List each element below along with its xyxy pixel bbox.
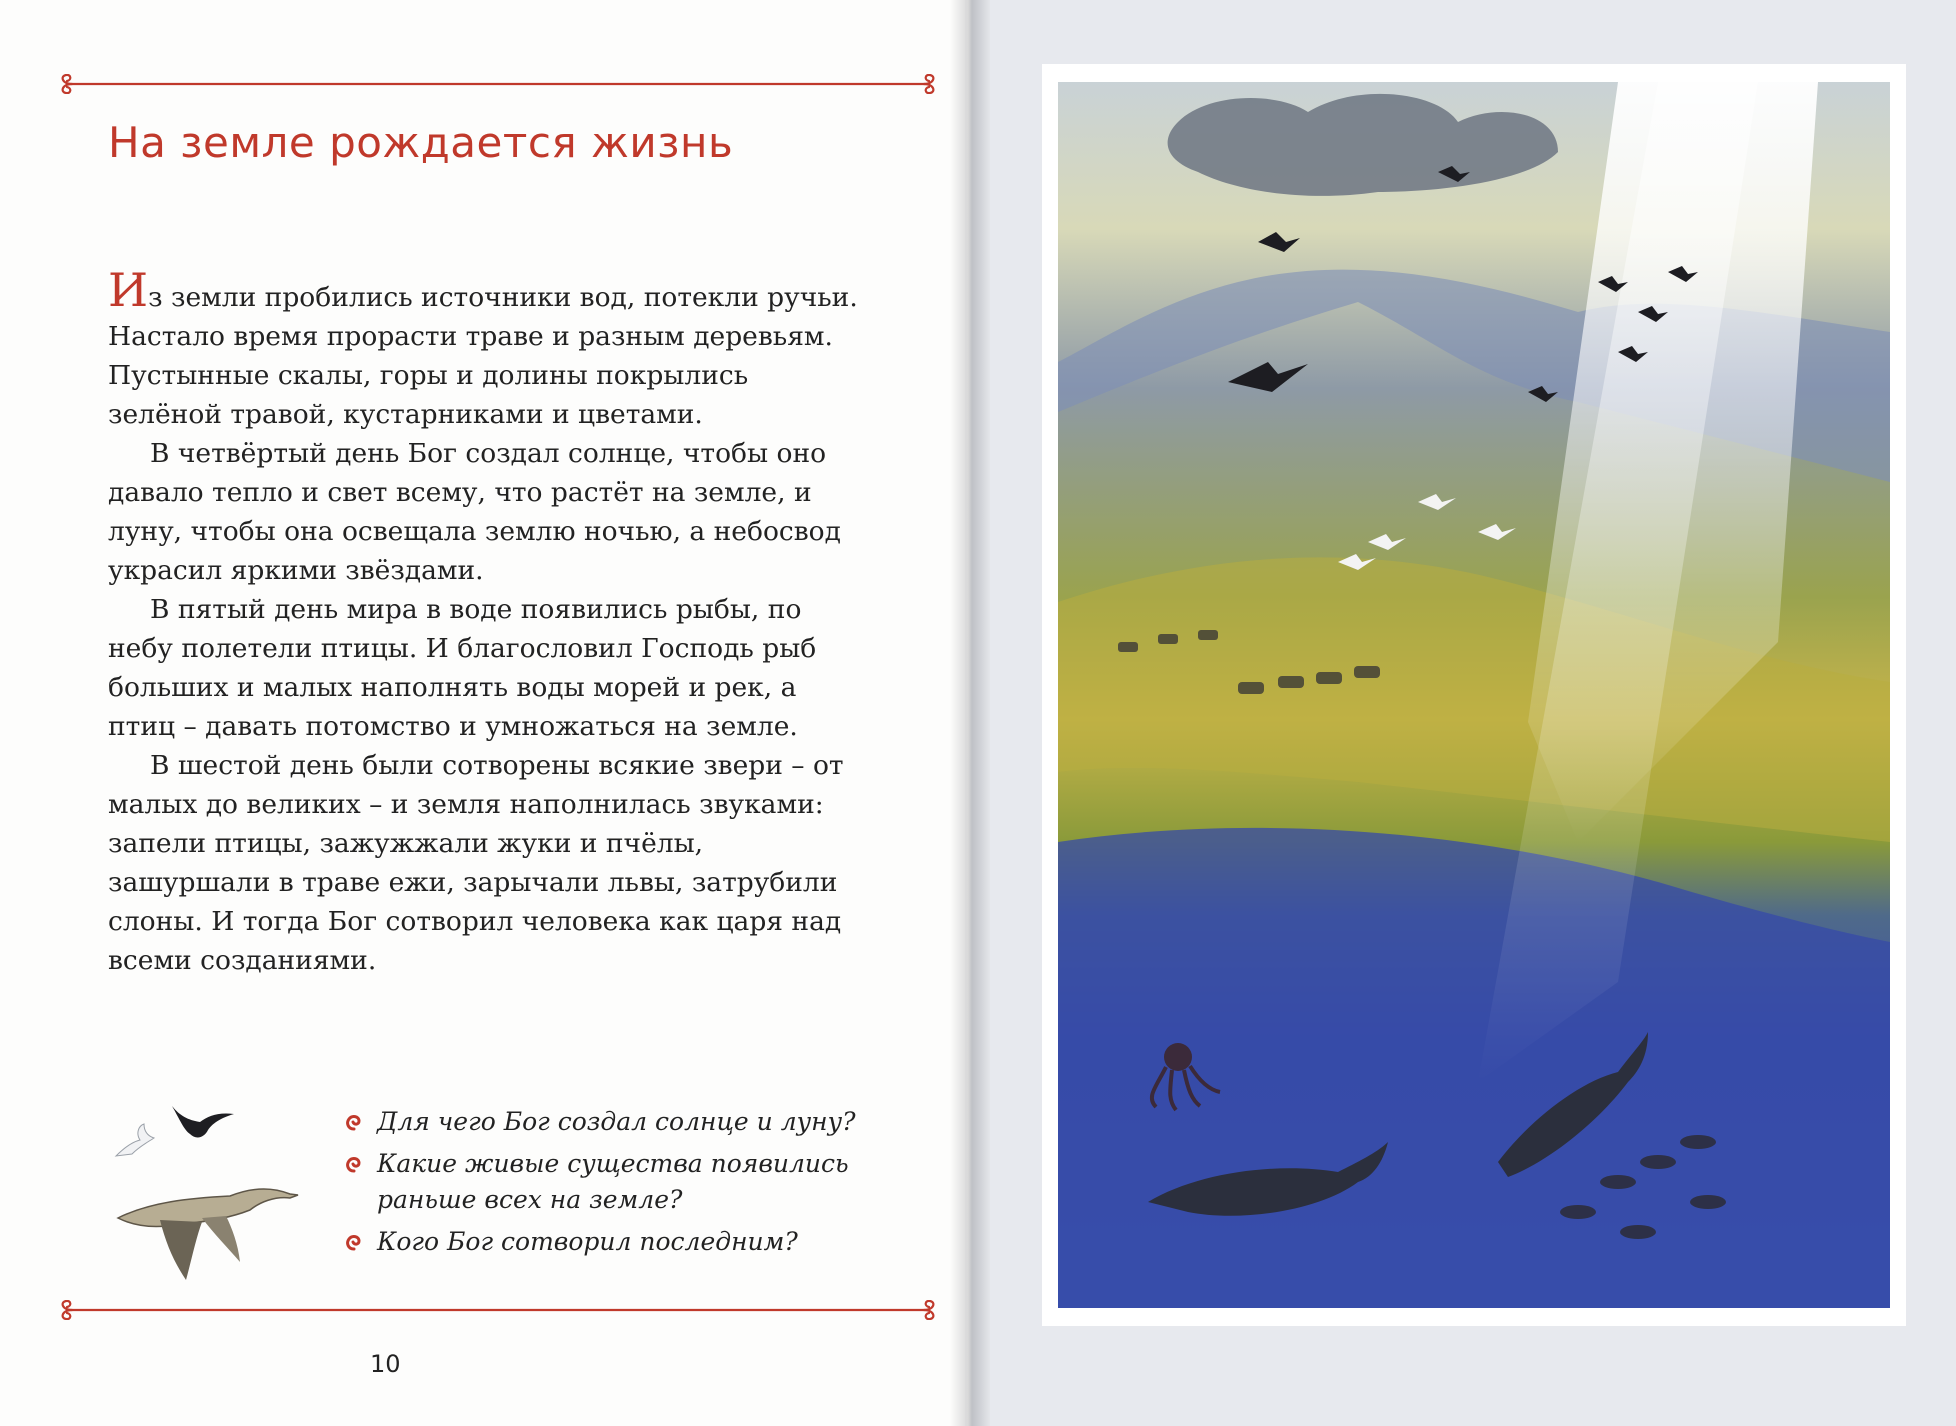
page-number: 10 [370, 1350, 401, 1378]
illustration-frame [1042, 64, 1906, 1326]
bottom-ornamental-rule [58, 1300, 938, 1320]
paragraph-4: В шестой день были сотворены всякие звери – от малых до великих – и земля наполнилась звуками: запели птицы, зажужжали жуки и пчёлы, зашуршали в траве ежи, зарычали львы, затрубили слоны. И тогда Бог сотворил человека как царя над всеми созданиями. [108, 750, 844, 976]
question-text: Какие живые существа появились раньше всех на земле? [377, 1149, 849, 1214]
birds-illustration [110, 1098, 310, 1283]
body-text [108, 263, 870, 980]
paragraph-3: В пятый день мира в воде появились рыбы, по небу полетели птицы. И благословил Господь рыб больших и малых наполнять воды морей и рек, а птиц – давать потомство и умножаться на земле. [108, 594, 817, 742]
paragraph-1-text: з земли пробились источники вод, потекли ручьи. Настало время прорасти траве и разным деревьям. Пустынные скалы, горы и долины покрылись зелёной травой, кустарниками и цветами. [108, 282, 858, 430]
question-item [343, 1146, 903, 1218]
drop-cap: И [108, 263, 149, 317]
spiral-bullet-icon [343, 1230, 365, 1252]
top-ornamental-rule [58, 74, 938, 94]
spiral-bullet-icon [343, 1110, 365, 1132]
question-text: Для чего Бог создал солнце и луну? [377, 1107, 856, 1136]
paragraph-1 [108, 263, 870, 434]
question-text: Кого Бог сотворил последним? [377, 1227, 798, 1256]
page-title: На земле рождается жизнь [108, 118, 734, 167]
question-item [343, 1224, 903, 1260]
book-gutter [950, 0, 990, 1426]
left-page [0, 0, 965, 1426]
dove-icon [116, 1124, 154, 1156]
spiral-bullet-icon [343, 1152, 365, 1174]
review-questions [343, 1104, 903, 1266]
creation-illustration [1058, 82, 1890, 1308]
goose-icon [118, 1189, 298, 1280]
crow-icon [172, 1106, 234, 1137]
question-item [343, 1104, 903, 1140]
paragraph-2: В четвёртый день Бог создал солнце, чтобы оно давало тепло и свет всему, что растёт на земле, и луну, чтобы она освещала землю ночью, а небосвод украсил яркими звёздами. [108, 438, 841, 586]
